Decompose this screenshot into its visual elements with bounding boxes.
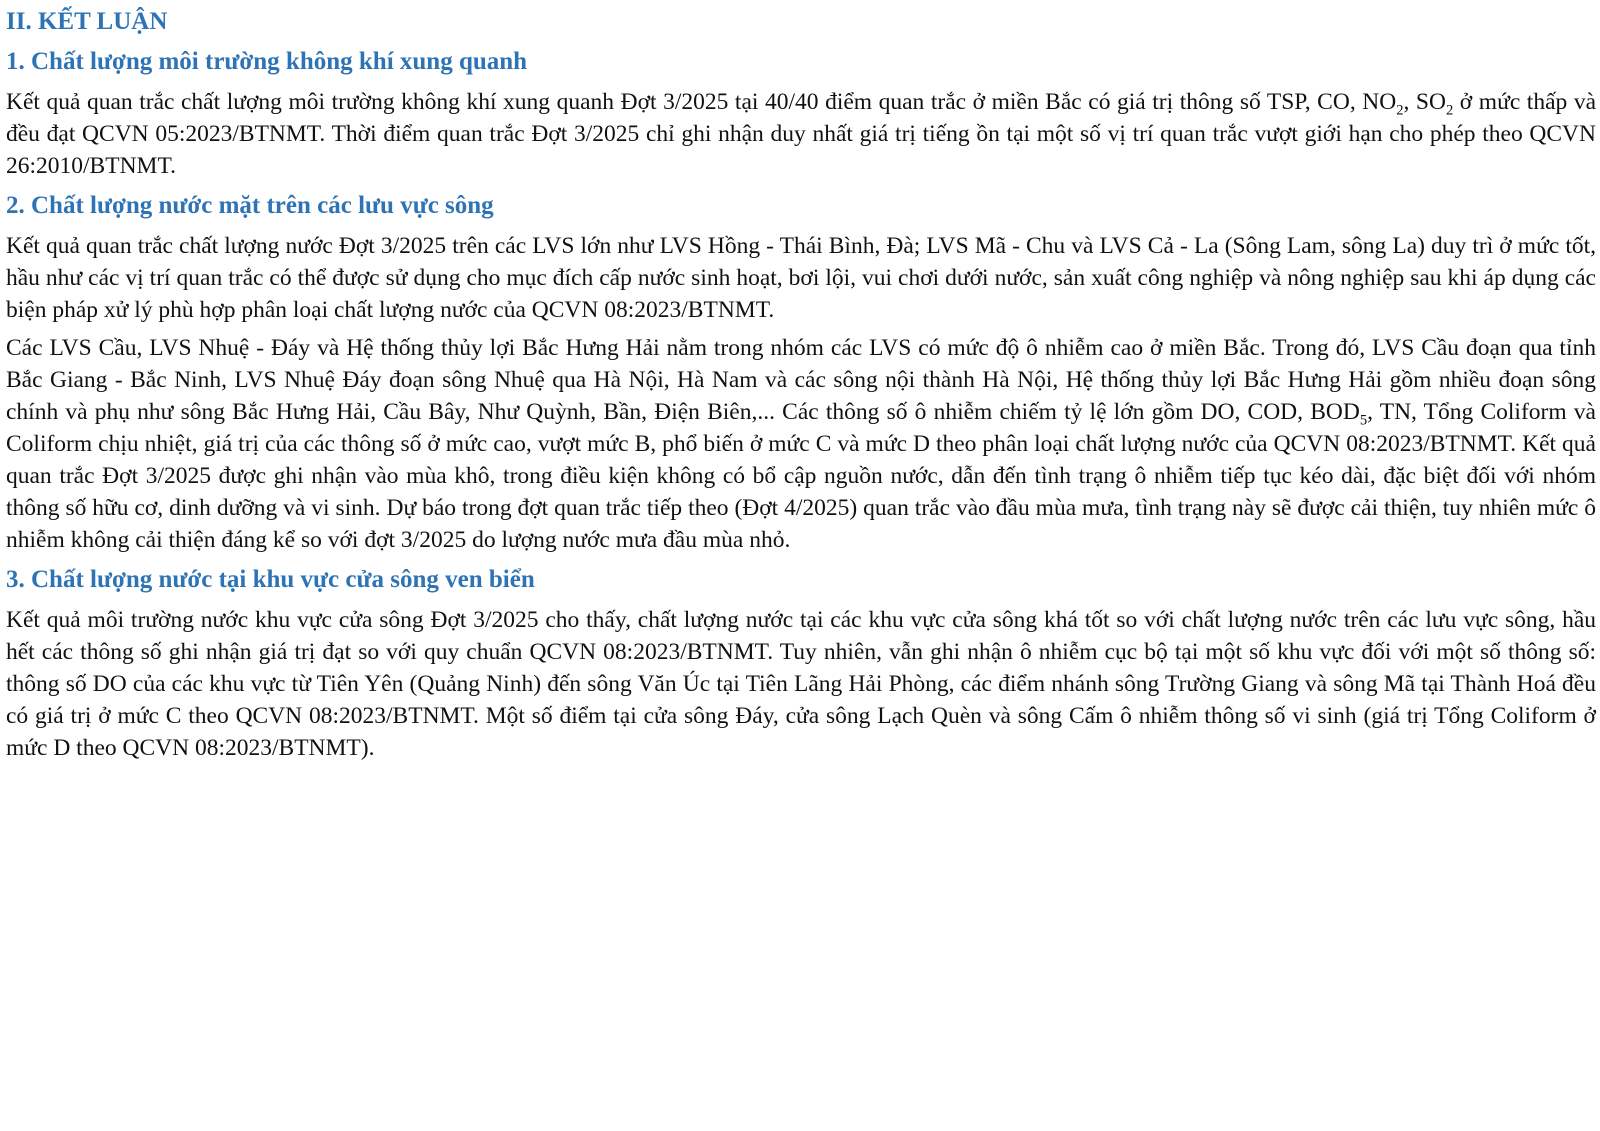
text-run: ở mức thấp và đều đạt QCVN 05:2023/BTNMT. Thời điểm quan trắc Đợt 3/2025 chỉ ghi nhận duy nhất giá trị tiếng ồn tại một số vị trí quan trắc vượt giới hạn cho phép theo QCVN 26:2010/BTNMT. — [6, 89, 1597, 179]
text-run: , SO — [1403, 89, 1446, 115]
heading-surface-water: 2. Chất lượng nước mặt trên các lưu vực sông — [6, 192, 494, 219]
section-title: II. KẾT LUẬN — [6, 8, 168, 35]
heading-estuary-water: 3. Chất lượng nước tại khu vực cửa sông ven biển — [6, 566, 535, 593]
text-run: , TN, Tổng Coliform và Coliform chịu nhiệt, giá trị của các thông số ở mức cao, vượt mức B, phổ biến ở mức C và mức D theo phân loại chất lượng nước của QCVN 08:2023/BTNMT. Kết quả quan trắc Đợt 3/2025 được ghi nhận vào mùa khô, trong điều kiện không có bổ cập nguồn nước, dẫn đến tình trạng ô nhiễm tiếp tục kéo dài, đặc biệt đối với nhóm thông số hữu cơ, dinh dưỡng và vi sinh. Dự báo trong đợt quan trắc tiếp theo (Đợt 4/2025) quan trắc vào đầu mùa mưa, tình trạng này sẽ được cải thiện, tuy nhiên mức ô nhiễm không cải thiện đáng kể so với đợt 3/2025 do lượng nước mưa đầu mùa nhỏ. — [6, 399, 1596, 553]
paragraph-surface-water-1: Kết quả quan trắc chất lượng nước Đợt 3/2025 trên các LVS lớn như LVS Hồng - Thái Bình, Đà; LVS Mã - Chu và LVS Cả - La (Sông Lam, sông La) duy trì ở mức tốt, hầu như các vị trí quan trắc có thể được sử dụng cho mục đích cấp nước sinh hoạt, bơi lội, vui chơi dưới nước, sản xuất công nghiệp và nông nghiệp sau khi áp dụng các biện pháp xử lý phù hợp phân loại chất lượng nước của QCVN 08:2023/BTNMT. — [6, 233, 1596, 323]
subscript: 2 — [1396, 102, 1404, 119]
subscript: 5 — [1359, 412, 1368, 429]
text-run: Kết quả quan trắc chất lượng môi trường không khí xung quanh Đợt 3/2025 tại 40/40 điểm quan trắc ở miền Bắc có giá trị thông số TSP, CO, NO — [6, 89, 1397, 115]
paragraph-air-quality — [6, 86, 1596, 182]
paragraph-surface-water-2 — [6, 332, 1596, 556]
heading-air-quality: 1. Chất lượng môi trường không khí xung quanh — [6, 48, 528, 75]
paragraph-estuary-water: Kết quả môi trường nước khu vực cửa sông Đợt 3/2025 cho thấy, chất lượng nước tại các khu vực cửa sông khá tốt so với chất lượng nước trên các lưu vực sông, hầu hết các thông số ghi nhận giá trị đạt so với quy chuẩn QCVN 08:2023/BTNMT. Tuy nhiên, vẫn ghi nhận ô nhiễm cục bộ tại một số khu vực đối với một số thông số: thông số DO của các khu vực từ Tiên Yên (Quảng Ninh) đến sông Văn Úc tại Tiên Lãng Hải Phòng, các điểm nhánh sông Trường Giang và sông Mã tại Thành Hoá đều có giá trị ở mức C theo QCVN 08:2023/BTNMT. Một số điểm tại cửa sông Đáy, cửa sông Lạch Quèn và sông Cấm ô nhiễm thông số vi sinh (giá trị Tổng Coliform ở mức D theo QCVN 08:2023/BTNMT). — [6, 607, 1596, 761]
text-run: Các LVS Cầu, LVS Nhuệ - Đáy và Hệ thống thủy lợi Bắc Hưng Hải nằm trong nhóm các LVS có mức độ ô nhiễm cao ở miền Bắc. Trong đó, LVS Cầu đoạn qua tỉnh Bắc Giang - Bắc Ninh, LVS Nhuệ Đáy đoạn sông Nhuệ qua Hà Nội, Hà Nam và các sông nội thành Hà Nội, Hệ thống thủy lợi Bắc Hưng Hải gồm nhiều đoạn sông chính và phụ như sông Bắc Hưng Hải, Cầu Bây, Như Quỳnh, Bần, Điện Biên,... Các thông số ô nhiễm chiếm tỷ lệ lớn gồm DO, COD, BOD — [6, 335, 1596, 425]
subscript: 2 — [1445, 102, 1454, 119]
